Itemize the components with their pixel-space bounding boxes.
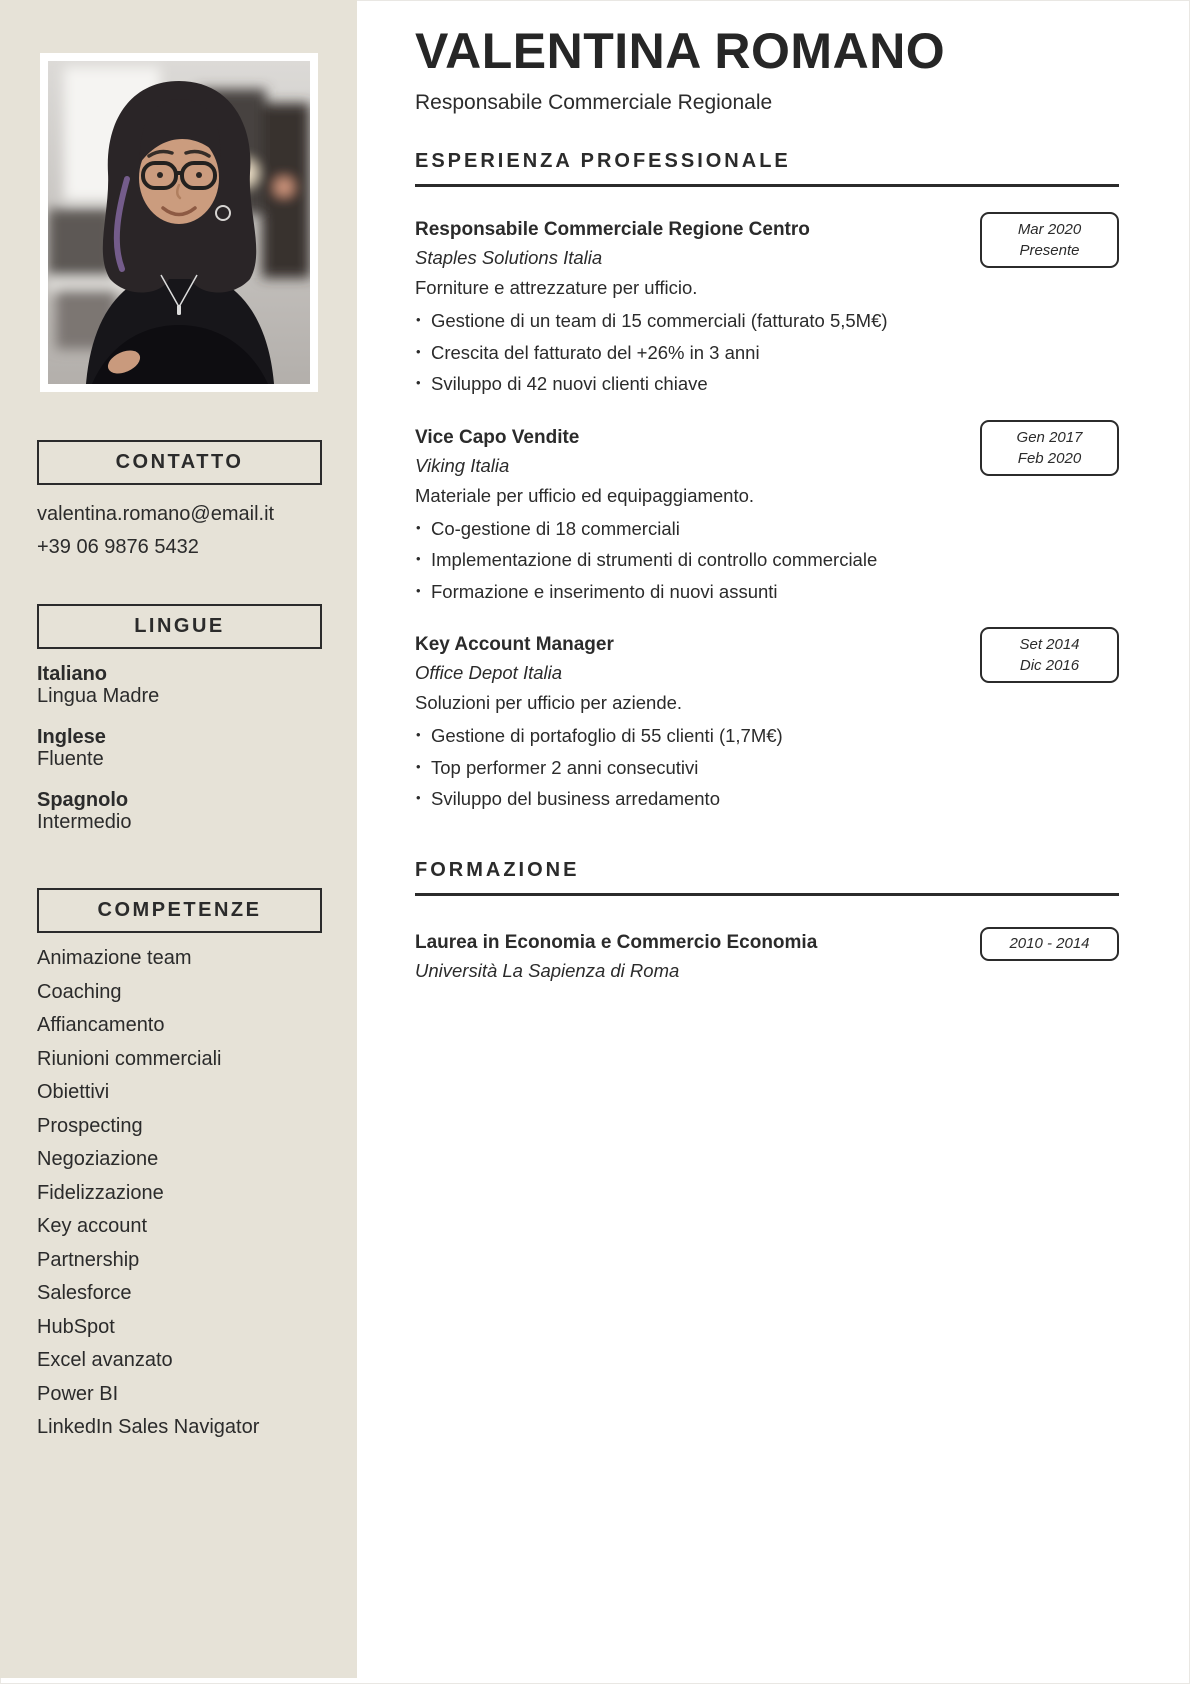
skill-item: LinkedIn Sales Navigator [37,1416,260,1438]
job-description: Materiale per ufficio ed equipaggiamento. [415,484,755,506]
skill-item: Fidelizzazione [37,1181,164,1204]
candidate-name: VALENTINA ROMANO [415,23,946,79]
job-company: Office Depot Italia [415,662,563,683]
profile-photo [48,61,310,384]
degree-title: Laurea in Economia e Commercio Economia [415,931,818,953]
job-company: Staples Solutions Italia [415,247,603,268]
main-content [415,0,1119,986]
job-bullets [415,513,955,608]
job-date-badge [980,420,1119,476]
experience-entry [415,631,1119,815]
job-bullet: • Gestione di portafoglio di 55 clienti (1,7M€) [415,720,955,752]
skill-item: Negoziazione [37,1148,159,1170]
date-end: Presente [1019,242,1080,259]
skill-item: Coaching [37,980,122,1003]
skill-item: Affiancamento [37,1014,165,1036]
skills-heading: COMPETENZE [97,899,262,921]
job-bullet: • Gestione di un team di 15 commerciali (fatturato 5,5M€) [415,305,955,337]
education-entry [415,929,1119,986]
language-name: Italiano [37,663,108,685]
skill-item: Excel avanzato [37,1349,173,1371]
languages-heading: LINGUE [134,615,225,637]
date-start: Gen 2017 [1016,428,1083,446]
skills-heading-box [37,888,322,933]
job-bullet: • Sviluppo di 42 nuovi clienti chiave [415,368,955,400]
skill-item: Partnership [37,1248,140,1271]
school-name: Università La Sapienza di Roma [415,959,680,981]
job-bullet: • Sviluppo del business arredamento [415,783,955,815]
language-level: Intermedio [37,810,132,833]
date-start: Mar 2020 [1017,221,1082,238]
skill-item: Salesforce [37,1282,132,1304]
contact-email: valentina.romano@email.it [37,503,275,525]
skill-item: Prospecting [37,1114,143,1137]
education-date-badge [980,927,1119,961]
contact-heading: CONTATTO [115,451,244,473]
job-title: Responsabile Commerciale Regione Centro [415,219,810,240]
job-description: Soluzioni per ufficio per aziende. [415,692,683,713]
skill-item: Key account [37,1215,148,1237]
date-start: Set 2014 [1019,636,1080,653]
sidebar [0,0,357,1678]
date-range: 2010 - 2014 [1009,934,1090,952]
job-bullet: • Crescita del fatturato del +26% in 3 anni [415,337,955,369]
job-bullet: • Formazione e inserimento di nuovi assunti [415,576,955,608]
language-name: Spagnolo [37,789,129,811]
job-title: Vice Capo Vendite [415,426,580,448]
job-description: Forniture e attrezzature per ufficio. [415,277,698,298]
skill-item: Riunioni commerciali [37,1047,222,1070]
job-bullet: • Co-gestione di 18 commerciali [415,513,955,545]
language-item [37,790,322,833]
skill-item: HubSpot [37,1315,115,1338]
language-name: Inglese [37,726,106,748]
experience-entry [415,216,1119,400]
job-date-badge [980,212,1119,268]
job-date-badge [980,627,1119,683]
job-bullet: • Implementazione di strumenti di controllo commerciale [415,544,955,576]
contact-heading-box [37,440,322,485]
experience-section-heading: ESPERIENZA PROFESSIONALE [415,150,1119,187]
language-level: Fluente [37,747,104,770]
skill-item: Power BI [37,1382,119,1405]
experience-entry [415,424,1119,608]
languages-list [37,664,322,833]
job-company: Viking Italia [415,454,510,476]
candidate-title: Responsabile Commerciale Regionale [415,91,773,114]
date-end: Feb 2020 [1017,449,1082,467]
skill-item: Obiettivi [37,1081,110,1103]
job-bullets [415,720,955,815]
education-section-heading: FORMAZIONE [415,859,1119,896]
job-bullets [415,305,955,400]
skill-item: Animazione team [37,947,192,969]
language-item [37,664,322,707]
profile-photo-frame [40,53,318,392]
date-end: Dic 2016 [1019,657,1080,674]
job-title: Key Account Manager [415,634,614,655]
skills-list [37,942,322,1445]
language-level: Lingua Madre [37,684,160,707]
languages-heading-box [37,604,322,649]
contact-phone: +39 06 9876 5432 [37,536,199,558]
language-item [37,727,322,770]
job-bullet: • Top performer 2 anni consecutivi [415,752,955,784]
